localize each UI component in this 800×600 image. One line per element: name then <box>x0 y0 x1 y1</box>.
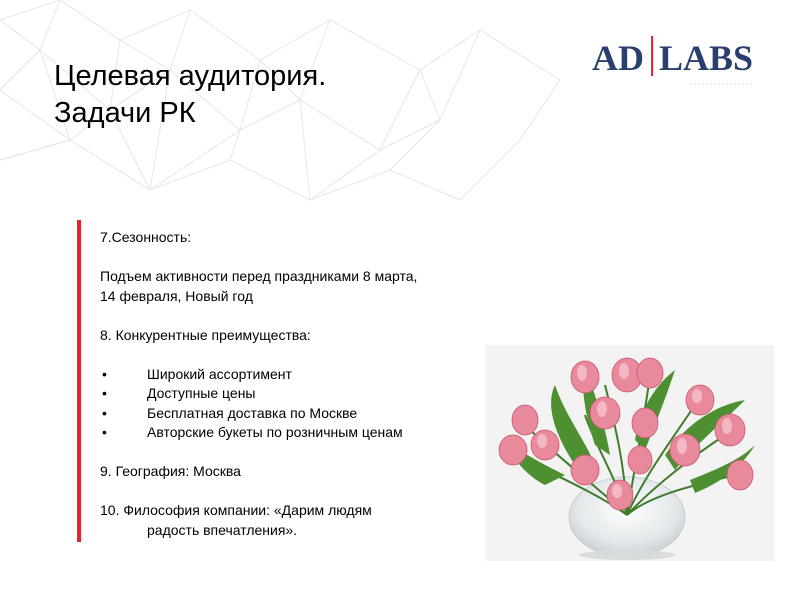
seasonality-heading: 7.Сезонность: <box>100 229 192 245</box>
title-line-2: Задачи РК <box>54 97 196 129</box>
list-item: • Авторские букеты по розничным ценам <box>100 423 480 443</box>
bullet-icon: • <box>102 424 107 440</box>
tulips-illustration <box>485 345 774 561</box>
philosophy-line-1: 10. Философия компании: «Дарим людям <box>100 502 372 518</box>
tulips-photo <box>485 345 774 561</box>
advantages-list <box>100 365 480 443</box>
logo-text-right: LABS <box>659 38 754 78</box>
list-item: • Доступные цены <box>100 384 480 404</box>
title-line-1: Целевая аудитория. <box>54 60 327 92</box>
logo-divider <box>651 36 653 76</box>
bullet-icon: • <box>102 365 107 382</box>
list-item: • Широкий ассортимент <box>100 365 480 385</box>
advantages-heading: 8. Конкурентные преимущества: <box>100 326 311 343</box>
list-item: • Бесплатная доставка по Москве <box>100 404 480 424</box>
seasonality-text-line-1: Подъем активности перед праздниками 8 марта, <box>100 268 418 284</box>
philosophy-line-2: радость впечатления». <box>147 521 298 538</box>
geography-text: 9. География: Москва <box>100 463 241 479</box>
bullet-icon: • <box>102 404 107 421</box>
adlabs-logo <box>590 30 760 90</box>
seasonality-text-line-2: 14 февраля, Новый год <box>100 287 253 304</box>
accent-bar <box>77 220 81 542</box>
logo-text-left: AD <box>592 38 644 78</box>
slide-title <box>54 58 326 132</box>
bullet-icon: • <box>102 385 107 401</box>
slide-content <box>100 228 480 540</box>
